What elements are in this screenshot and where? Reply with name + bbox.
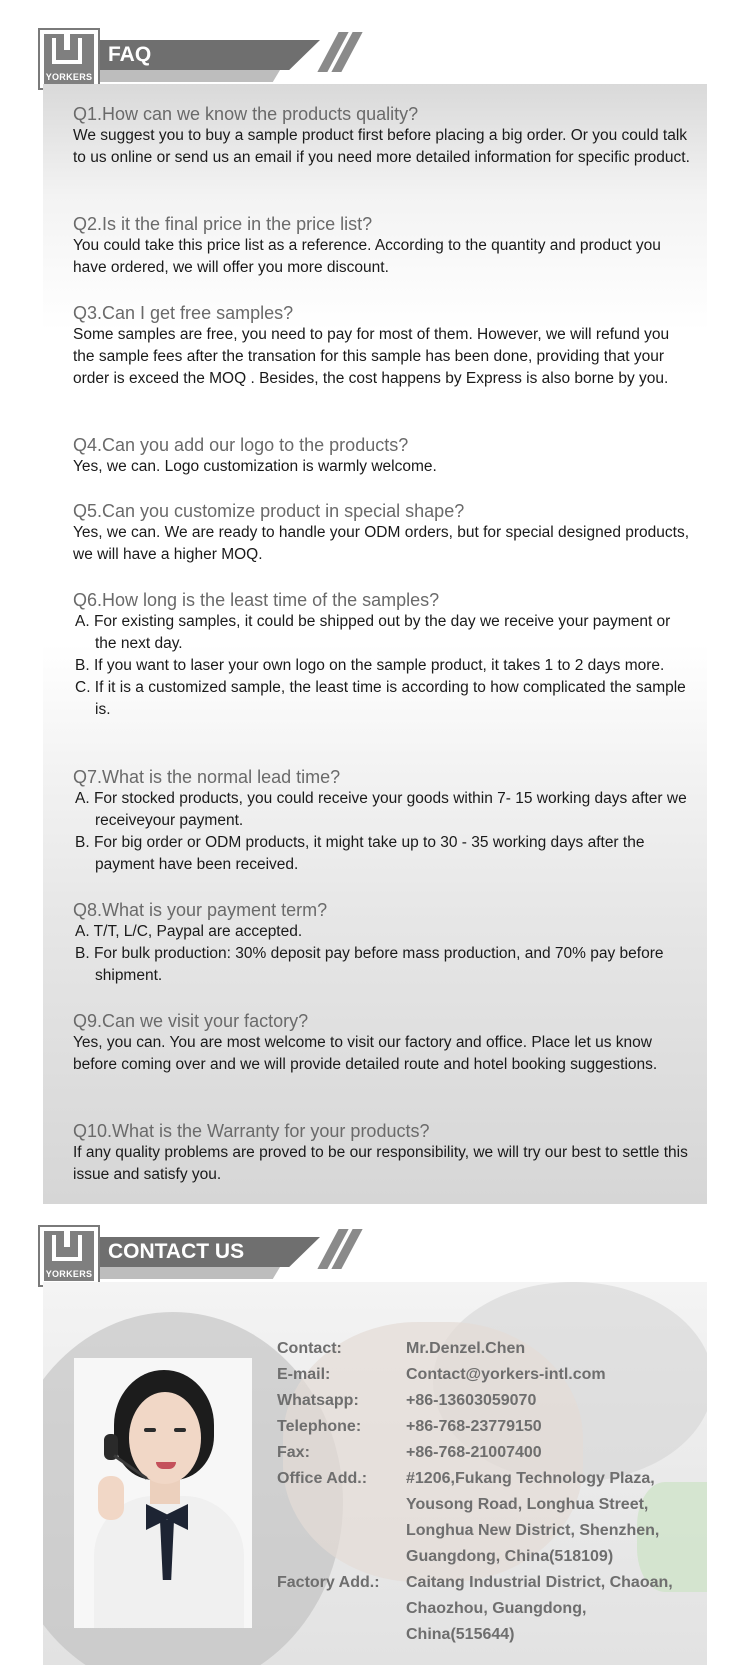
faq-list-item: A. For existing samples, it could be shipped out by the day we receive your payment or the next day. <box>75 613 671 652</box>
faq-question: Q3.Can I get free samples? <box>73 303 294 323</box>
contact-value: Chaozhou, Guangdong, <box>406 1600 587 1617</box>
banner-underbar <box>100 1267 280 1279</box>
contact-label: Whatsapp: <box>277 1392 359 1409</box>
faq-answer: You could take this price list as a reference. According to the quantity and product you have ordered, we will offer you more discount. <box>73 237 661 276</box>
contact-label: Contact: <box>277 1340 342 1357</box>
faq-item-5 <box>73 500 693 566</box>
faq-answer: We suggest you to buy a sample product first before placing a big order. Or you could talk to us online or send us an email if you need more detailed information for specific product. <box>73 127 690 166</box>
faq-question: Q8.What is your payment term? <box>73 900 328 920</box>
faq-answer: Yes, you can. You are most welcome to visit our factory and office. Place let us know before coming over and we will provide detailed route and hotel booking suggestions. <box>73 1034 658 1073</box>
faq-title: FAQ <box>108 43 152 66</box>
faq-question: Q6.How long is the least time of the samples? <box>73 590 440 610</box>
contact-value: #1206,Fukang Technology Plaza, <box>406 1470 655 1487</box>
email-value[interactable]: Contact@yorkers-intl.com <box>406 1366 606 1383</box>
faq-item-6 <box>73 589 693 721</box>
contact-value: China(515644) <box>406 1626 515 1643</box>
faq-answer: If any quality problems are proved to be our responsibility, we will try our best to settle this issue and satisfy you. <box>73 1144 688 1183</box>
faq-list-item: C. If it is a customized sample, the least time is according to how complicated the sample is. <box>75 679 686 718</box>
contact-value: Longhua New District, Shenzhen, <box>406 1522 660 1539</box>
faq-question: Q7.What is the normal lead time? <box>73 767 341 787</box>
faq-item-4 <box>73 434 693 478</box>
contact-label: Factory Add.: <box>277 1574 380 1591</box>
faq-list-item: A. T/T, L/C, Paypal are accepted. <box>75 923 303 940</box>
faq-item-9 <box>73 1010 693 1076</box>
contact-details <box>277 1336 717 1648</box>
banner-underbar <box>100 70 280 82</box>
contact-value: +86-768-21007400 <box>406 1444 542 1461</box>
contact-label: Fax: <box>277 1444 310 1461</box>
faq-question: Q9.Can we visit your factory? <box>73 1011 309 1031</box>
yorkers-logo-icon: YORKERS <box>38 28 100 90</box>
contact-row-email <box>277 1362 717 1388</box>
faq-item-7 <box>73 766 693 876</box>
faq-question: Q5.Can you customize product in special shape? <box>73 501 465 521</box>
contact-value: Yousong Road, Longhua Street, <box>406 1496 649 1513</box>
faq-answer: Yes, we can. Logo customization is warmly welcome. <box>73 458 437 475</box>
contact-label: Office Add.: <box>277 1470 368 1487</box>
faq-answer: Some samples are free, you need to pay for most of them. However, we will refund you the sample fees after the transation for this sample has been done, providing that your order is exceed the MOQ . Besides, the cost happens by Express is also borne by you. <box>73 326 670 387</box>
contact-label: E-mail: <box>277 1366 331 1383</box>
faq-item-3 <box>73 302 693 390</box>
faq-item-1 <box>73 103 693 169</box>
contact-row-contact <box>277 1336 717 1362</box>
faq-item-2 <box>73 213 693 279</box>
contact-value: Guangdong, China(518109) <box>406 1548 614 1565</box>
faq-question: Q4.Can you add our logo to the products? <box>73 435 409 455</box>
contact-row-telephone <box>277 1414 717 1440</box>
contact-title: CONTACT US <box>108 1240 245 1263</box>
faq-item-8 <box>73 899 693 987</box>
faq-question: Q1.How can we know the products quality? <box>73 104 419 124</box>
yorkers-logo-icon: YORKERS <box>38 1225 100 1287</box>
contact-value: Mr.Denzel.Chen <box>406 1340 526 1357</box>
faq-list-item: B. For bulk production: 30% deposit pay before mass production, and 70% pay before shipment. <box>75 945 664 984</box>
contact-value: +86-768-23779150 <box>406 1418 542 1435</box>
contact-row-factory <box>277 1570 717 1648</box>
faq-answer: Yes, we can. We are ready to handle your ODM orders, but for special designed products, we will have a higher MOQ. <box>73 524 690 563</box>
faq-list-item: A. For stocked products, you could receive your goods within 7- 15 working days after we receiveyour payment. <box>75 790 687 829</box>
faq-question: Q2.Is it the final price in the price list? <box>73 214 373 234</box>
faq-list-item: B. If you want to laser your own logo on the sample product, it takes 1 to 2 days more. <box>75 657 665 674</box>
contact-row-office <box>277 1466 717 1570</box>
faq-item-10 <box>73 1120 693 1186</box>
contact-row-whatsapp <box>277 1388 717 1414</box>
contact-value: Caitang Industrial District, Chaoan, <box>406 1574 673 1591</box>
faq-question: Q10.What is the Warranty for your products? <box>73 1121 430 1141</box>
faq-list-item: B. For big order or ODM products, it might take up to 30 - 35 working days after the payment have been received. <box>75 834 645 873</box>
contact-value: +86-13603059070 <box>406 1392 537 1409</box>
contact-row-fax <box>277 1440 717 1466</box>
customer-service-photo <box>74 1358 252 1628</box>
contact-label: Telephone: <box>277 1418 362 1435</box>
